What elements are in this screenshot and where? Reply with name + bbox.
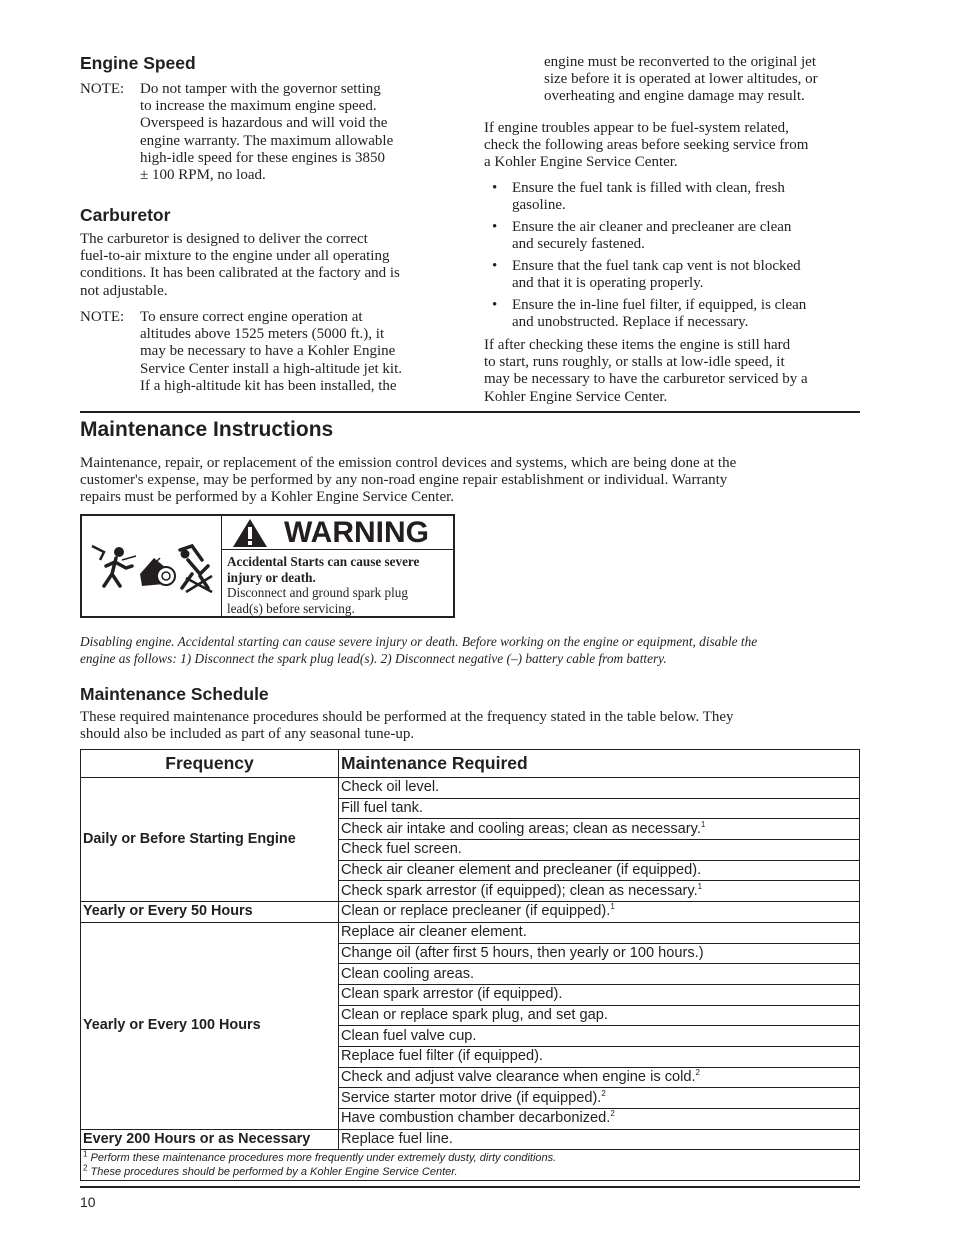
footnote bbox=[83, 1165, 857, 1179]
maintenance-task-cell bbox=[339, 778, 860, 799]
fuel-check-list bbox=[484, 180, 860, 336]
table-row bbox=[81, 902, 860, 923]
footnote-reference: 1 bbox=[610, 902, 615, 912]
footnote-mark: 2 bbox=[83, 1163, 88, 1173]
text-line: to start, runs roughly, or stalls at low-idle speed, it bbox=[484, 354, 785, 371]
maintenance-task-cell bbox=[339, 1067, 860, 1088]
text-line: a Kohler Engine Service Center. bbox=[484, 154, 678, 171]
maintenance-task-cell bbox=[339, 943, 860, 964]
list-item: • Ensure the fuel tank is filled with clean, fresh gasoline. bbox=[484, 180, 860, 214]
accidental-start-hazard-icon bbox=[82, 516, 221, 616]
maintenance-task-text: Clean or replace spark plug, and set gap. bbox=[341, 1006, 608, 1023]
footnote-text: These procedures should be performed by a Kohler Engine Service Center. bbox=[90, 1166, 458, 1179]
footnote-reference: 2 bbox=[610, 1109, 615, 1119]
maintenance-task-cell bbox=[339, 1129, 860, 1150]
text-line: altitudes above 1525 meters (5000 ft.), it bbox=[140, 326, 385, 343]
maintenance-task-cell bbox=[339, 922, 860, 943]
maintenance-task-text: Clean spark arrestor (if equipped). bbox=[341, 986, 563, 1003]
warning-box bbox=[80, 514, 455, 618]
frequency-cell: Yearly or Every 100 Hours bbox=[81, 922, 339, 1129]
maintenance-task-text: Change oil (after first 5 hours, then yearly or 100 hours.) bbox=[341, 944, 704, 961]
text-line: may be necessary to have a Kohler Engine bbox=[140, 343, 396, 360]
text-line: If a high-altitude kit has been installed, the bbox=[140, 377, 397, 394]
maintenance-task-cell bbox=[339, 984, 860, 1005]
engine-speed-heading: Engine Speed bbox=[80, 53, 196, 73]
maintenance-task-text: Have combustion chamber decarbonized. bbox=[341, 1110, 611, 1127]
text-line: to increase the maximum engine speed. bbox=[140, 98, 377, 115]
warning-header bbox=[222, 516, 455, 550]
maintenance-task-text: Check fuel screen. bbox=[341, 841, 462, 858]
footer-divider bbox=[80, 1186, 860, 1188]
text-line: Service Center install a high-altitude jet kit. bbox=[140, 360, 403, 377]
footnote-reference: 2 bbox=[695, 1068, 700, 1078]
maintenance-task-text: Check oil level. bbox=[341, 779, 440, 796]
text-line: If after checking these items the engine is still hard bbox=[484, 337, 791, 353]
footnotes-row bbox=[81, 1150, 860, 1181]
text-line: To ensure correct engine operation at bbox=[140, 309, 363, 325]
text-line: customer's expense, may be performed by any non-road engine repair establishment or individual. Warranty bbox=[80, 472, 728, 489]
table-row bbox=[81, 778, 860, 799]
text-line: not adjustable. bbox=[80, 282, 168, 299]
maintenance-task-text: Check air cleaner element and precleaner (if equipped). bbox=[341, 862, 702, 879]
carburetor-heading: Carburetor bbox=[80, 205, 171, 225]
maintenance-task-text: Check spark arrestor (if equipped); clean as necessary. bbox=[341, 882, 698, 899]
frequency-cell: Daily or Before Starting Engine bbox=[81, 778, 339, 902]
text-line: If engine troubles appear to be fuel-system related, bbox=[484, 120, 789, 136]
maintenance-task-cell bbox=[339, 1088, 860, 1109]
text-line: engine as follows: 1) Disconnect the spark plug lead(s). 2) Disconnect negative (–) battery cable from battery. bbox=[80, 650, 667, 666]
frequency-cell: Yearly or Every 50 Hours bbox=[81, 902, 339, 923]
warning-bold-line: injury or death. bbox=[227, 569, 316, 585]
table-header-row bbox=[81, 750, 860, 778]
footnotes-cell bbox=[81, 1150, 860, 1181]
maintenance-schedule-table bbox=[80, 749, 860, 1181]
text-line: fuel-to-air mixture to the engine under all operating bbox=[80, 248, 390, 265]
schedule-intro bbox=[80, 709, 860, 743]
warning-title: WARNING bbox=[284, 516, 429, 549]
maintenance-task-text: Fill fuel tank. bbox=[341, 800, 423, 817]
warning-text bbox=[227, 554, 455, 616]
text-line: may be necessary to have the carburetor serviced by a bbox=[484, 371, 808, 388]
maintenance-task-cell bbox=[339, 1109, 860, 1130]
text-line: These required maintenance procedures should be performed at the frequency stated in the table below. They bbox=[80, 709, 734, 725]
text-line: size before it is operated at lower altitudes, or bbox=[544, 71, 818, 88]
text-line: Overspeed is hazardous and will void the bbox=[140, 115, 388, 132]
text-line: Kohler Engine Service Center. bbox=[484, 388, 668, 405]
text-line: check the following areas before seeking service from bbox=[484, 137, 809, 154]
frequency-cell: Every 200 Hours or as Necessary bbox=[81, 1129, 339, 1150]
footnote-reference: 2 bbox=[601, 1088, 606, 1098]
text-line: ± 100 RPM, no load. bbox=[140, 167, 266, 184]
text-line: engine warranty. The maximum allowable bbox=[140, 132, 394, 149]
text-line: Disabling engine. Accidental starting can cause severe injury or death. Before working on the engine or equipment, disable the bbox=[80, 634, 758, 649]
list-item: • Ensure the air cleaner and precleaner are clean and securely fastened. bbox=[484, 219, 860, 253]
engine-speed-note-text bbox=[140, 81, 393, 184]
maintenance-task-text: Clean fuel valve cup. bbox=[341, 1027, 477, 1044]
carburetor-note-continued bbox=[544, 54, 864, 106]
maintenance-task-text: Clean cooling areas. bbox=[341, 965, 475, 982]
maintenance-schedule-heading: Maintenance Schedule bbox=[80, 684, 269, 704]
maintenance-task-text: Replace fuel filter (if equipped). bbox=[341, 1048, 543, 1065]
warning-pictograms bbox=[82, 516, 222, 616]
footnote-reference: 1 bbox=[697, 881, 703, 891]
text-line: high-idle speed for these engines is 3850 bbox=[140, 149, 385, 166]
list-item: • Ensure that the fuel tank cap vent is not blocked and that it is operating properly. bbox=[484, 258, 860, 292]
footnote-reference: 1 bbox=[700, 819, 706, 829]
maintenance-task-text: Check and adjust valve clearance when engine is cold. bbox=[341, 1068, 696, 1085]
maintenance-task-cell bbox=[339, 1046, 860, 1067]
engine-speed-note bbox=[80, 81, 460, 191]
footnote-mark: 1 bbox=[83, 1149, 88, 1159]
schedule-body bbox=[81, 778, 860, 1181]
list-item: • Ensure the in-line fuel filter, if equipped, is clean and unobstructed. Replace if necessary. bbox=[484, 297, 860, 331]
table-row bbox=[81, 1129, 860, 1150]
page-number: 10 bbox=[80, 1194, 96, 1210]
text-line: overheating and engine damage may result. bbox=[544, 88, 805, 105]
text-line: Do not tamper with the governor setting bbox=[140, 81, 381, 97]
carburetor-paragraph bbox=[80, 231, 460, 300]
maintenance-task-cell bbox=[339, 902, 860, 923]
maintenance-task-cell bbox=[339, 860, 860, 881]
footnote bbox=[83, 1151, 857, 1165]
maintenance-instructions-heading: Maintenance Instructions bbox=[80, 418, 334, 441]
maintenance-required-column-header: Maintenance Required bbox=[339, 750, 860, 778]
warning-triangle-icon bbox=[232, 518, 268, 548]
text-line: The carburetor is designed to deliver the correct bbox=[80, 231, 368, 247]
frequency-column-header: Frequency bbox=[81, 750, 339, 778]
warning-bold-line: Accidental Starts can cause severe bbox=[227, 554, 420, 569]
text-line: should also be included as part of any seasonal tune-up. bbox=[80, 726, 415, 743]
after-check-paragraph bbox=[484, 337, 860, 406]
note-label: NOTE: bbox=[80, 309, 125, 325]
maintenance-task-text: Check air intake and cooling areas; clean as necessary. bbox=[341, 820, 701, 837]
carburetor-note bbox=[80, 309, 460, 401]
text-line: conditions. It has been calibrated at the factory and is bbox=[80, 265, 400, 282]
maintenance-task-text: Service starter motor drive (if equipped). bbox=[341, 1089, 602, 1106]
maintenance-task-cell bbox=[339, 881, 860, 902]
maintenance-task-cell bbox=[339, 819, 860, 840]
maintenance-task-cell bbox=[339, 798, 860, 819]
warning-body-line: lead(s) before servicing. bbox=[227, 600, 355, 616]
carburetor-note-text bbox=[140, 309, 402, 395]
text-line: engine must be reconverted to the original jet bbox=[544, 54, 816, 70]
maintenance-task-text: Clean or replace precleaner (if equipped). bbox=[341, 903, 611, 920]
table-row bbox=[81, 922, 860, 943]
maintenance-task-cell bbox=[339, 1005, 860, 1026]
maintenance-intro bbox=[80, 455, 860, 507]
maintenance-task-cell bbox=[339, 840, 860, 861]
text-line: Maintenance, repair, or replacement of the emission control devices and systems, which are being done at the bbox=[80, 455, 737, 471]
section-divider bbox=[80, 411, 860, 413]
fuel-troubles-paragraph bbox=[484, 120, 860, 172]
warning-body-line: Disconnect and ground spark plug bbox=[227, 585, 408, 600]
footnote-text: Perform these maintenance procedures more frequently under extremely dusty, dirty conditions. bbox=[90, 1152, 557, 1165]
maintenance-task-cell bbox=[339, 964, 860, 985]
maintenance-task-text: Replace air cleaner element. bbox=[341, 924, 527, 941]
note-label: NOTE: bbox=[80, 81, 125, 97]
disabling-engine-caution bbox=[80, 634, 860, 667]
maintenance-task-cell bbox=[339, 1026, 860, 1047]
maintenance-task-text: Replace fuel line. bbox=[341, 1131, 453, 1148]
text-line: repairs must be performed by a Kohler Engine Service Center. bbox=[80, 489, 455, 506]
